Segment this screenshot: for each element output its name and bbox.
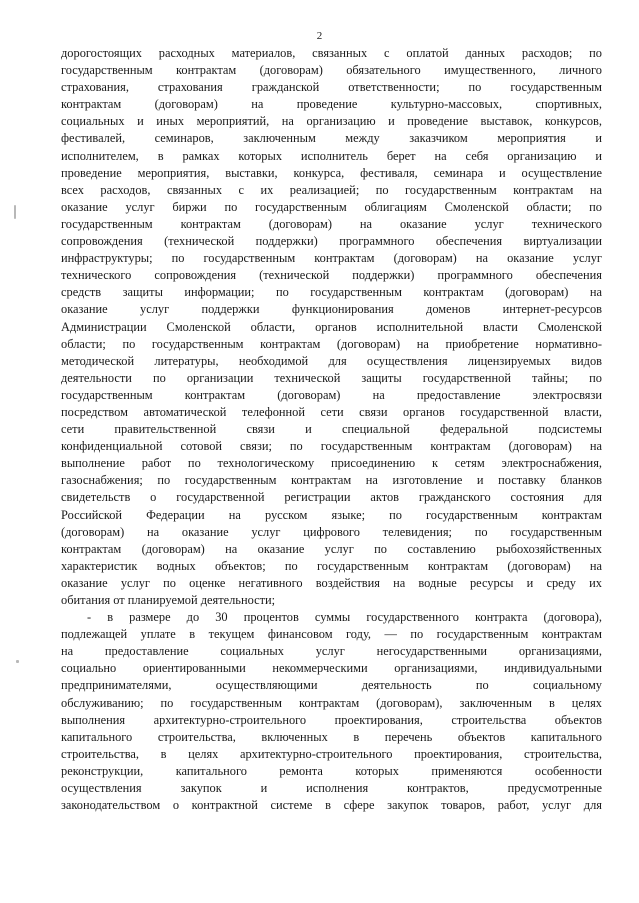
text-line: осуществления закупок и исполнения контрактов, предусмотренные [61, 781, 602, 796]
text-line: дорогостоящих расходных материалов, связанных с оплатой данных расходов; по [61, 46, 602, 60]
scan-mark [14, 205, 16, 219]
text-line: оказание услуг по оценке негативного воздействия на водные ресурсы и среду их [61, 575, 602, 590]
text-line: сопровождения (технической поддержки) программного обеспечения виртуализации [61, 234, 602, 249]
text-line: государственным контрактам (договорам) на оказание услуг технического [61, 216, 602, 231]
text-line: сети правительственной связи и специальной федеральной подсистемы [61, 422, 602, 437]
text-line: оказание услуг биржи по государственным облигациям Смоленской области; по [61, 199, 602, 214]
text-line: средств защиты информации; по государственным контрактам (договорам) на [61, 285, 602, 300]
text-line: капитального строительства, включенных в перечень объектов капитального [61, 729, 602, 744]
paragraph-contracts-list [61, 45, 602, 609]
text-line: характеристик водных объектов; по государственным контрактам (договорам) на [61, 558, 602, 573]
text-line: страхования, страхования гражданской ответственности; по государственным [61, 80, 602, 95]
body-text [61, 45, 602, 814]
text-line: методической литературы, необходимой для осуществления лицензируемых видов [61, 353, 602, 368]
text-line: контрактам (договорам) на оказание услуг по составлению рыбохозяйственных [61, 541, 602, 556]
text-line: на предоставление социальных услуг негосударственными организациями, [61, 644, 602, 659]
paragraph-advance-30-percent [61, 609, 602, 814]
text-line: деятельности по организации технической защиты государственной тайны; по [61, 370, 602, 385]
text-line: строительства, в целях архитектурно-строительного проектирования, строительства, [61, 746, 602, 761]
text-line: Российской Федерации на русском языке; по государственным контрактам [61, 507, 602, 522]
text-line: технического сопровождения (технической поддержки) программного обеспечения [61, 268, 602, 283]
text-line: выполнения архитектурно-строительного проектирования, строительства объектов [61, 712, 602, 727]
page-number: 2 [316, 30, 323, 42]
text-line: газоснабжения; по государственным контрактам на изготовление и поставку бланков [61, 473, 602, 488]
text-line: государственным контрактам (договорам) обязательного имущественного, личного [61, 63, 602, 78]
text-line: обитания от планируемой деятельности; [61, 593, 276, 607]
text-line: свидетельств о государственной регистрации актов гражданского состояния для [61, 490, 602, 505]
text-line: (договорам) на оказание услуг цифрового телевидения; по государственным [61, 524, 602, 539]
text-line: всех расходов, связанных с их реализацией; по государственным контрактам на [61, 182, 602, 197]
text-line: реконструкции, капитального ремонта которых применяются особенности [61, 763, 602, 778]
text-line: оказание услуг поддержки функционирования доменов интернет-ресурсов [61, 302, 602, 317]
text-line: посредством автоматической телефонной сети связи органов государственной власти, [61, 404, 602, 419]
text-line: выполнение работ по технологическому присоединению к сетям электроснабжения, [61, 456, 602, 471]
text-line: области; по государственным контрактам (договорам) на приобретение нормативно- [61, 336, 602, 351]
text-line: фестивалей, семинаров, заключенным между заказчиком мероприятия и [61, 131, 602, 146]
text-line: конфиденциальной сотовой связи; по государственным контрактам (договорам) на [61, 439, 602, 454]
text-line: социальных и иных мероприятий, на организацию и проведение выставок, конкурсов, [61, 114, 602, 129]
text-line: проведение мероприятия, выставки, конкурса, фестиваля, семинара и осуществление [61, 165, 602, 180]
text-line: Администрации Смоленской области, органов исполнительной власти Смоленской [61, 319, 602, 334]
text-line: законодательством о контрактной системе в сфере закупок товаров, работ, услуг для [61, 798, 602, 813]
text-line: исполнителем, в рамках которых исполнитель берет на себя организацию и [61, 148, 602, 163]
text-line: - в размере до 30 процентов суммы государственного контракта (договора), [87, 610, 602, 625]
text-line: контрактам (договорам) на проведение культурно-массовых, спортивных, [61, 97, 602, 112]
text-line: инфраструктуры; по государственным контрактам (договорам) на оказание услуг [61, 251, 602, 266]
text-line: обслуживанию; по государственным контрактам (договорам), заключенным в целях [61, 695, 602, 710]
text-line: государственным контрактам (договорам) на предоставление электросвязи [61, 387, 602, 402]
text-line: подлежащей уплате в текущем финансовом году, — по государственным контрактам [61, 627, 602, 642]
text-line: предпринимателями, осуществляющими деятельность по социальному [61, 678, 602, 693]
text-line: социально ориентированными некоммерческими организациями, индивидуальными [61, 661, 602, 676]
scan-mark [16, 660, 19, 663]
